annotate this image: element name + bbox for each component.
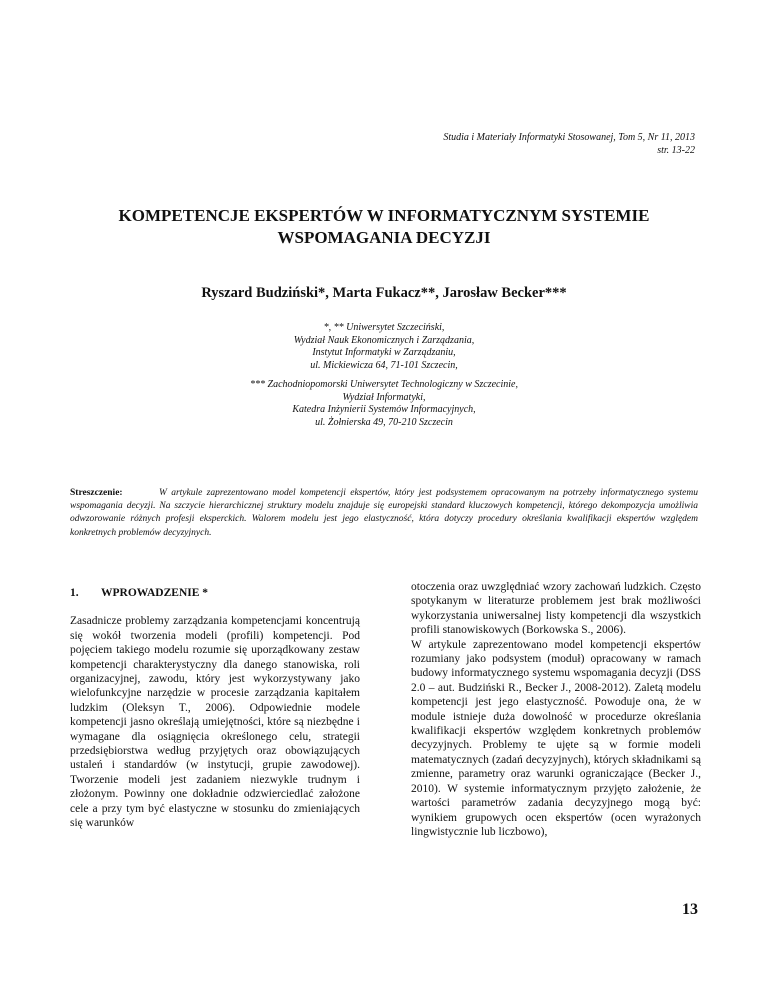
right-column bbox=[411, 580, 701, 839]
journal-header bbox=[443, 131, 695, 157]
affiliation-line: Katedra Inżynierii Systemów Informacyjnych, bbox=[292, 404, 476, 416]
section-heading bbox=[70, 586, 360, 600]
journal-citation: Studia i Materiały Informatyki Stosowanej, Tom 5, Nr 11, 2013 bbox=[443, 132, 695, 143]
affiliation-szczecin-university bbox=[70, 322, 698, 372]
body-paragraph: W artykule zaprezentowano model kompetencji ekspertów rozumiany jako podsystem (moduł) opracowany w ramach budowy informatycznego systemu wspomagania decyzji (DSS 2.0 – aut. Budziński R., Becker J., 2008-2012). Zaletą modelu kompetencji jest jego elastyczność. Powoduje ona, że w module istnieje duża dowolność w procedurze określania kwalifikacji ekspertów względem konkretnych problemów decyzyjnych. Problemy te ujęte są w formie modeli matematycznych (zadań decyzyjnych), których składnikami są zmienne, parametry oraz warunki ograniczające (Becker J., 2010). W systemie informatycznym przyjęto założenie, że wartości parametrów zadania decyzyjnego mogą być: wynikiem grupowych ocen ekspertów (ocen wyrażonych lingwistycznie lub liczbowo), bbox=[411, 638, 701, 838]
paper-title-line2: WSPOMAGANIA DECYZJI bbox=[277, 228, 491, 247]
authors: Ryszard Budziński*, Marta Fukacz**, Jarosław Becker*** bbox=[201, 285, 567, 301]
left-column bbox=[70, 580, 360, 831]
section-number: 1. bbox=[70, 587, 79, 599]
section-title: WPROWADZENIE * bbox=[101, 587, 209, 599]
body-paragraph: Zasadnicze problemy zarządzania kompetencjami koncentrują się wokół tworzenia modeli (profili) kompetencji. Pod pojęciem takiego modelu rozumie się uporządkowany zestaw kompetencji charakterystyczny dla danego stanowiska, roli organizacyjnej, zawodu, który jest wykorzystywany jako wielofunkcyjne narzędzie w procesie zarządzania kapitałem ludzkim (Oleksyn T., 2006). Odpowiednie modele kompetencji jasno określają umiejętności, które są niezbędne i wymagane dla osiągnięcia określonego celu, strategii przedsiębiorstwa według przyjętych oraz obowiązujących ustaleń i standardów (w instytucji, grupie zawodowej). Tworzenie modeli jest zadaniem niezwykle trudnym i złożonym. Powinny one dokładnie odzwierciedlać założone cele a przy tym być elastyczne w stosunku do zmieniających się warunków bbox=[70, 615, 360, 830]
affiliation-line: ul. Mickiewicza 64, 71-101 Szczecin, bbox=[310, 359, 458, 371]
abstract-text: W artykule zaprezentowano model kompetencji ekspertów, który jest podsystemem opracowanym na potrzeby informatycznego systemu wspomagania decyzji. Na szczycie hierarchicznej struktury modelu znajduje się europejski standard kluczowych kompetencji, którego dekompozycja umożliwia odwzorowanie różnych profesji eksperckich. Walorem modelu jest jego elastyczność, która dotyczy procedury określania kwalifikacji ekspertów względem konkretnych problemów decyzyjnych. bbox=[70, 488, 698, 538]
affiliation-line: Wydział Nauk Ekonomicznych i Zarządzania, bbox=[293, 334, 475, 346]
journal-pages: str. 13-22 bbox=[657, 145, 695, 156]
paper-title bbox=[70, 205, 698, 249]
affiliation-line: *, ** Uniwersytet Szczeciński, bbox=[323, 322, 445, 333]
paper-title-line1: KOMPETENCJE EKSPERTÓW W INFORMATYCZNYM SYSTEMIE bbox=[118, 206, 650, 225]
body-paragraph: otoczenia oraz uwzględniać wzory zachowań ludzkich. Często spotykanym w literaturze problemem jest brak możliwości wykorzystania uniwersalnej listy kompetencji dla wszystkich profili stanowiskowych (Borkowska S., 2006). bbox=[411, 581, 701, 637]
page-number: 13 bbox=[682, 901, 698, 918]
affiliation-line: Wydział Informatyki, bbox=[342, 391, 426, 403]
abstract bbox=[70, 487, 698, 540]
abstract-label: Streszczenie: bbox=[70, 488, 123, 498]
affiliation-zut bbox=[70, 379, 698, 429]
affiliation-line: ul. Żołnierska 49, 70-210 Szczecin bbox=[315, 416, 453, 428]
affiliation-line: Instytut Informatyki w Zarządzaniu, bbox=[312, 347, 456, 359]
affiliation-line: *** Zachodniopomorski Uniwersytet Technologiczny w Szczecinie, bbox=[250, 379, 518, 390]
